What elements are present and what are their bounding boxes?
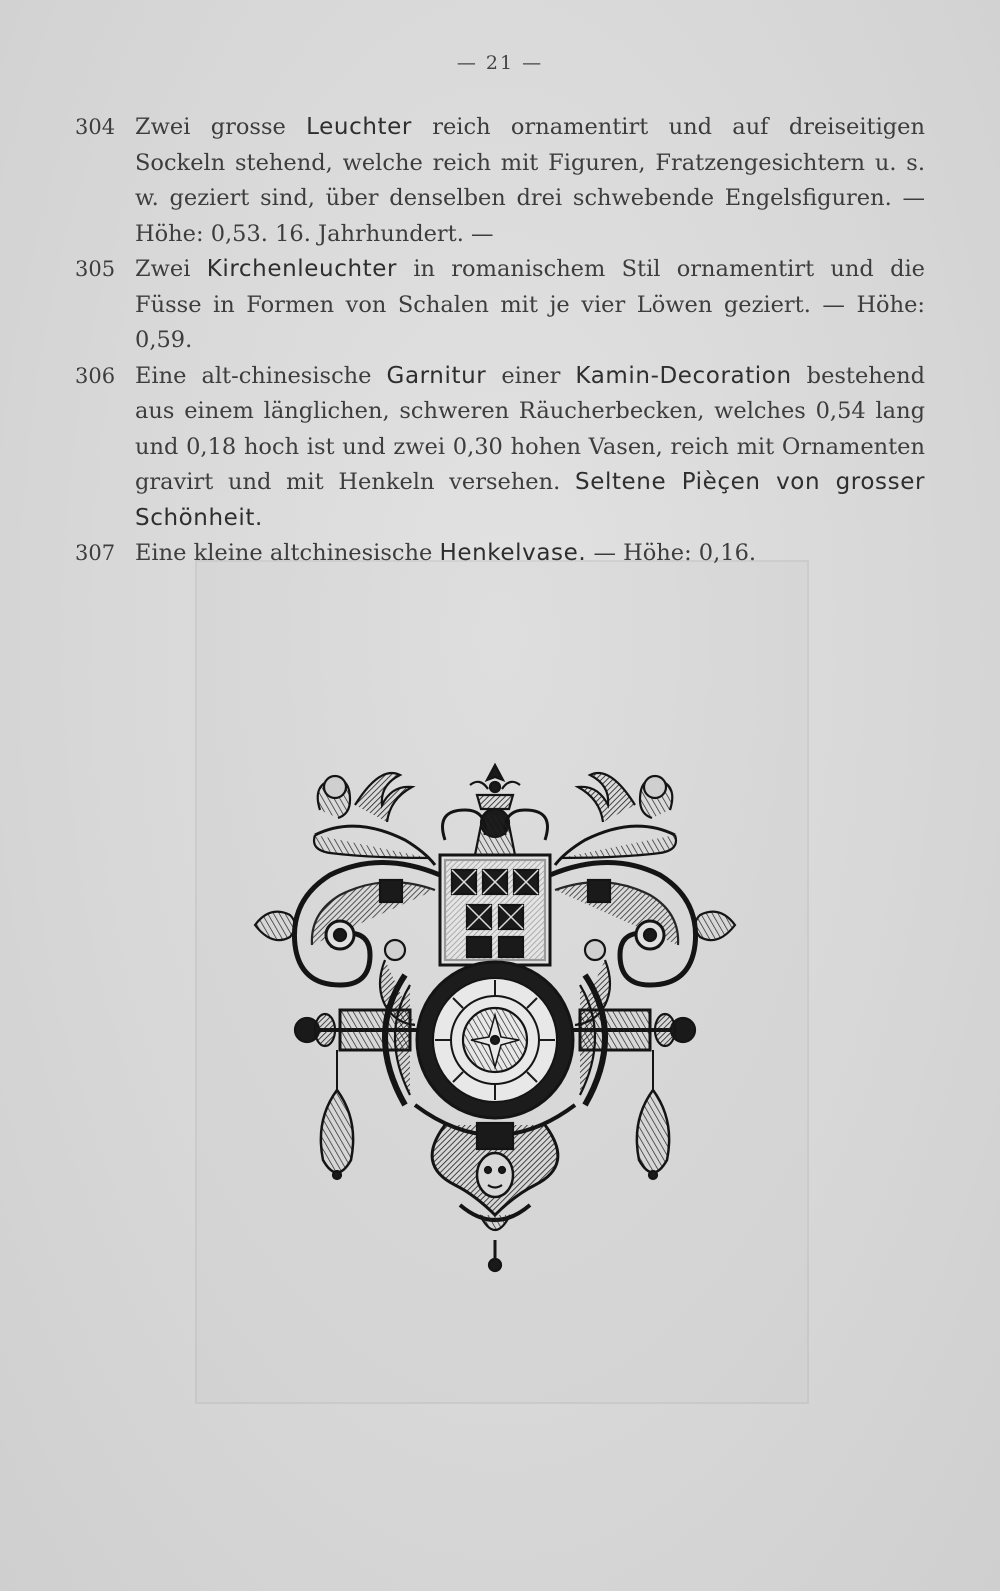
catalog-entry-307 [75,536,925,572]
entry-text: — Höhe: 0,16. [586,540,757,566]
catalog-entry-305 [75,252,925,359]
entry-number: 305 [75,257,116,281]
entry-text: Zwei grosse [135,114,307,140]
catalog-entry-304 [75,110,925,252]
entry-text: Eine alt-chinesische [135,362,387,389]
entry-keyword: Garnitur [386,362,487,389]
catalog-entry-306 [75,359,925,537]
page-number: — 21 — [456,52,544,74]
entry-keyword: Kamin-Decoration [575,362,792,389]
entry-number: 306 [75,363,116,388]
entry-keyword: Leuchter [306,114,412,140]
entry-text: bestehend aus einem länglichen, schweren Räucherbecken, welches 0,54 lang und 0,18 hoch ist und zwei 0,30 hohen Vasen, reich mit Ornamenten gravirt und mit Henkeln versehen. [135,362,925,495]
entry-keyword: Kirchenleuchter [206,256,398,282]
ornamental-clock-pendant-icon [245,745,745,1275]
entry-number: 304 [75,115,116,139]
entry-keyword: Henkelvase. [439,540,587,566]
entry-keyword: Seltene Pièçen von grosser Schönheit. [135,469,926,531]
entry-text: in romanischem Stil ornamentirt und die Füsse in Formen von Schalen mit je vier Löwen geziert. — Höhe: 0,59. [135,256,925,353]
entry-text: reich ornamentirt und auf dreiseitigen Sockeln stehend, welche reich mit Figuren, Fratzengesichtern u. s. w. geziert sind, über denselben drei schwebende Engelsfiguren. — Höhe: 0,53. 16. Jahrhundert. — [135,114,925,247]
entry-text: Eine kleine altchinesische [135,540,440,566]
entry-number: 307 [75,541,116,565]
entry-text: einer [486,362,576,389]
entry-text: Zwei [135,256,207,282]
catalog-entries [75,110,925,572]
